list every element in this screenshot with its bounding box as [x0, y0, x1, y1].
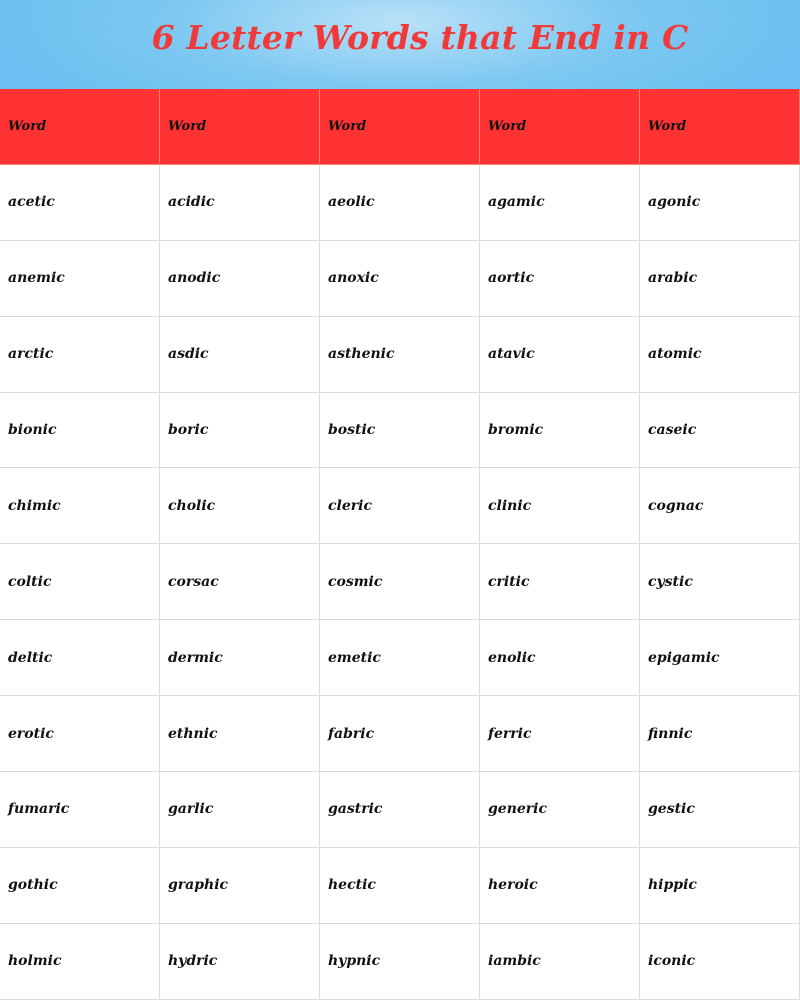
table-cell: boric [160, 393, 320, 469]
table-cell: deltic [0, 620, 160, 696]
table-cell: holmic [0, 924, 160, 1000]
table-cell: aortic [480, 241, 640, 317]
column-header: Word [320, 89, 480, 165]
table-cell: hydric [160, 924, 320, 1000]
table-cell: arctic [0, 317, 160, 393]
table-cell: asdic [160, 317, 320, 393]
column-header: Word [640, 89, 800, 165]
table-cell: garlic [160, 772, 320, 848]
table-cell: anoxic [320, 241, 480, 317]
title-banner [0, 0, 800, 89]
table-cell: iambic [480, 924, 640, 1000]
table-cell: bromic [480, 393, 640, 469]
table-cell: heroic [480, 848, 640, 924]
table-cell: hypnic [320, 924, 480, 1000]
table-cell: arabic [640, 241, 800, 317]
table-cell: anodic [160, 241, 320, 317]
table-cell: dermic [160, 620, 320, 696]
table-cell: agonic [640, 165, 800, 241]
table-cell: bionic [0, 393, 160, 469]
table-cell: critic [480, 544, 640, 620]
table-cell: chimic [0, 468, 160, 544]
table-cell: acidic [160, 165, 320, 241]
table-cell: gastric [320, 772, 480, 848]
table-cell: graphic [160, 848, 320, 924]
table-cell: iconic [640, 924, 800, 1000]
table-cell: fabric [320, 696, 480, 772]
table-cell: cystic [640, 544, 800, 620]
table-cell: asthenic [320, 317, 480, 393]
table-cell: bostic [320, 393, 480, 469]
table-cell: coltic [0, 544, 160, 620]
table-cell: clinic [480, 468, 640, 544]
table-cell: enolic [480, 620, 640, 696]
word-table [0, 89, 800, 1000]
table-cell: gothic [0, 848, 160, 924]
table-cell: gestic [640, 772, 800, 848]
column-header: Word [480, 89, 640, 165]
page-title: 6 Letter Words that End in C [151, 18, 689, 57]
table-cell: generic [480, 772, 640, 848]
table-cell: ethnic [160, 696, 320, 772]
table-cell: agamic [480, 165, 640, 241]
table-cell: cleric [320, 468, 480, 544]
table-cell: aeolic [320, 165, 480, 241]
table-cell: emetic [320, 620, 480, 696]
table-cell: acetic [0, 165, 160, 241]
table-cell: anemic [0, 241, 160, 317]
table-cell: atavic [480, 317, 640, 393]
table-cell: caseic [640, 393, 800, 469]
column-header: Word [160, 89, 320, 165]
table-cell: hectic [320, 848, 480, 924]
table-cell: erotic [0, 696, 160, 772]
table-cell: hippic [640, 848, 800, 924]
table-cell: finnic [640, 696, 800, 772]
table-cell: corsac [160, 544, 320, 620]
table-cell: cosmic [320, 544, 480, 620]
table-cell: epigamic [640, 620, 800, 696]
table-cell: cholic [160, 468, 320, 544]
table-cell: fumaric [0, 772, 160, 848]
table-cell: atomic [640, 317, 800, 393]
table-cell: cognac [640, 468, 800, 544]
table-cell: ferric [480, 696, 640, 772]
column-header: Word [0, 89, 160, 165]
